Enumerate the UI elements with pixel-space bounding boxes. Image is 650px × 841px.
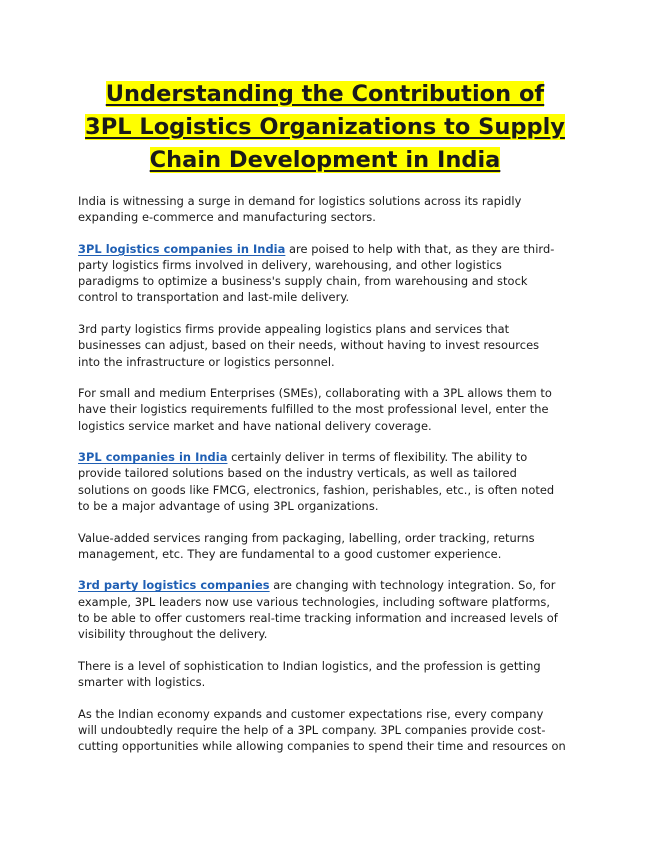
line-text: provide tailored solutions based on the industry verticals, as well as tailored (78, 466, 517, 481)
line-text: businesses can adjust, based on their needs, without having to invest resources (78, 338, 540, 353)
paragraph (78, 706, 578, 755)
text-line (78, 321, 578, 337)
paragraph (78, 658, 578, 690)
text-line (78, 658, 578, 674)
text-line (78, 354, 578, 370)
line-text: are poised to help with that, as they are third- (285, 241, 555, 256)
text-line (78, 273, 578, 289)
text-line (78, 674, 578, 690)
text-line (78, 594, 578, 610)
text-line (78, 418, 578, 434)
text-line (78, 193, 578, 209)
line-text: paradigms to optimize a business's supply chain, from warehousing and stock (78, 274, 528, 289)
text-line (78, 449, 578, 465)
line-text: cutting opportunities while allowing companies to spend their time and resources on (78, 738, 566, 753)
line-text: control to transportation and last-mile delivery. (78, 290, 350, 305)
line-text: management, etc. They are fundamental to a good customer experience. (78, 546, 502, 561)
inline-link[interactable]: 3rd party logistics companies (78, 578, 270, 593)
text-line (78, 577, 578, 593)
title-line: Chain Development in India (149, 147, 501, 173)
line-text: are changing with technology integration. So, for (269, 578, 556, 593)
line-text: 3rd party logistics firms provide appealing logistics plans and services that (78, 322, 510, 337)
line-text: Value-added services ranging from packaging, labelling, order tracking, returns (78, 530, 535, 545)
paragraph (78, 241, 578, 306)
title-line: Understanding the Contribution of (105, 81, 545, 107)
line-text: have their logistics requirements fulfilled to the most professional level, enter the (78, 402, 549, 417)
text-line (78, 257, 578, 273)
text-line (78, 482, 578, 498)
text-line (78, 626, 578, 642)
line-text: visibility throughout the delivery. (78, 626, 268, 641)
text-line (78, 465, 578, 481)
paragraph (78, 449, 578, 514)
line-text: certainly deliver in terms of flexibility. The ability to (227, 450, 528, 465)
text-line (78, 530, 578, 546)
text-line (78, 289, 578, 305)
line-text: to be able to offer customers real-time tracking information and increased levels of (78, 610, 558, 625)
paragraph (78, 193, 578, 225)
text-line (78, 385, 578, 401)
document-body (78, 193, 578, 770)
paragraph (78, 385, 578, 434)
paragraph (78, 530, 578, 562)
line-text: smarter with logistics. (78, 674, 206, 689)
line-text: As the Indian economy expands and customer expectations rise, every company (78, 706, 544, 721)
text-line (78, 498, 578, 514)
text-line (78, 722, 578, 738)
line-text: expanding e-commerce and manufacturing sectors. (78, 210, 376, 225)
line-text: logistics service market and have national delivery coverage. (78, 418, 432, 433)
paragraph (78, 321, 578, 370)
text-line (78, 546, 578, 562)
text-line (78, 610, 578, 626)
line-text: solutions on goods like FMCG, electronics, fashion, perishables, etc., is often noted (78, 482, 555, 497)
line-text: will undoubtedly require the help of a 3PL company. 3PL companies provide cost- (78, 722, 546, 737)
line-text: party logistics firms involved in delivery, warehousing, and other logistics (78, 258, 502, 273)
text-line (78, 706, 578, 722)
text-line (78, 241, 578, 257)
line-text: For small and medium Enterprises (SMEs), collaborating with a 3PL allows them to (78, 386, 552, 401)
line-text: into the infrastructure or logistics personnel. (78, 354, 335, 369)
line-text: example, 3PL leaders now use various technologies, including software platforms, (78, 594, 551, 609)
paragraph (78, 577, 578, 642)
inline-link[interactable]: 3PL logistics companies in India (78, 241, 286, 256)
line-text: to be a major advantage of using 3PL organizations. (78, 498, 379, 513)
text-line (78, 209, 578, 225)
title-line: 3PL Logistics Organizations to Supply (85, 114, 565, 140)
text-line (78, 738, 578, 754)
text-line (78, 337, 578, 353)
text-line (78, 401, 578, 417)
inline-link[interactable]: 3PL companies in India (78, 450, 228, 465)
line-text: India is witnessing a surge in demand for logistics solutions across its rapidly (78, 194, 522, 208)
document-title (0, 78, 650, 177)
line-text: There is a level of sophistication to Indian logistics, and the profession is getting (78, 658, 541, 673)
